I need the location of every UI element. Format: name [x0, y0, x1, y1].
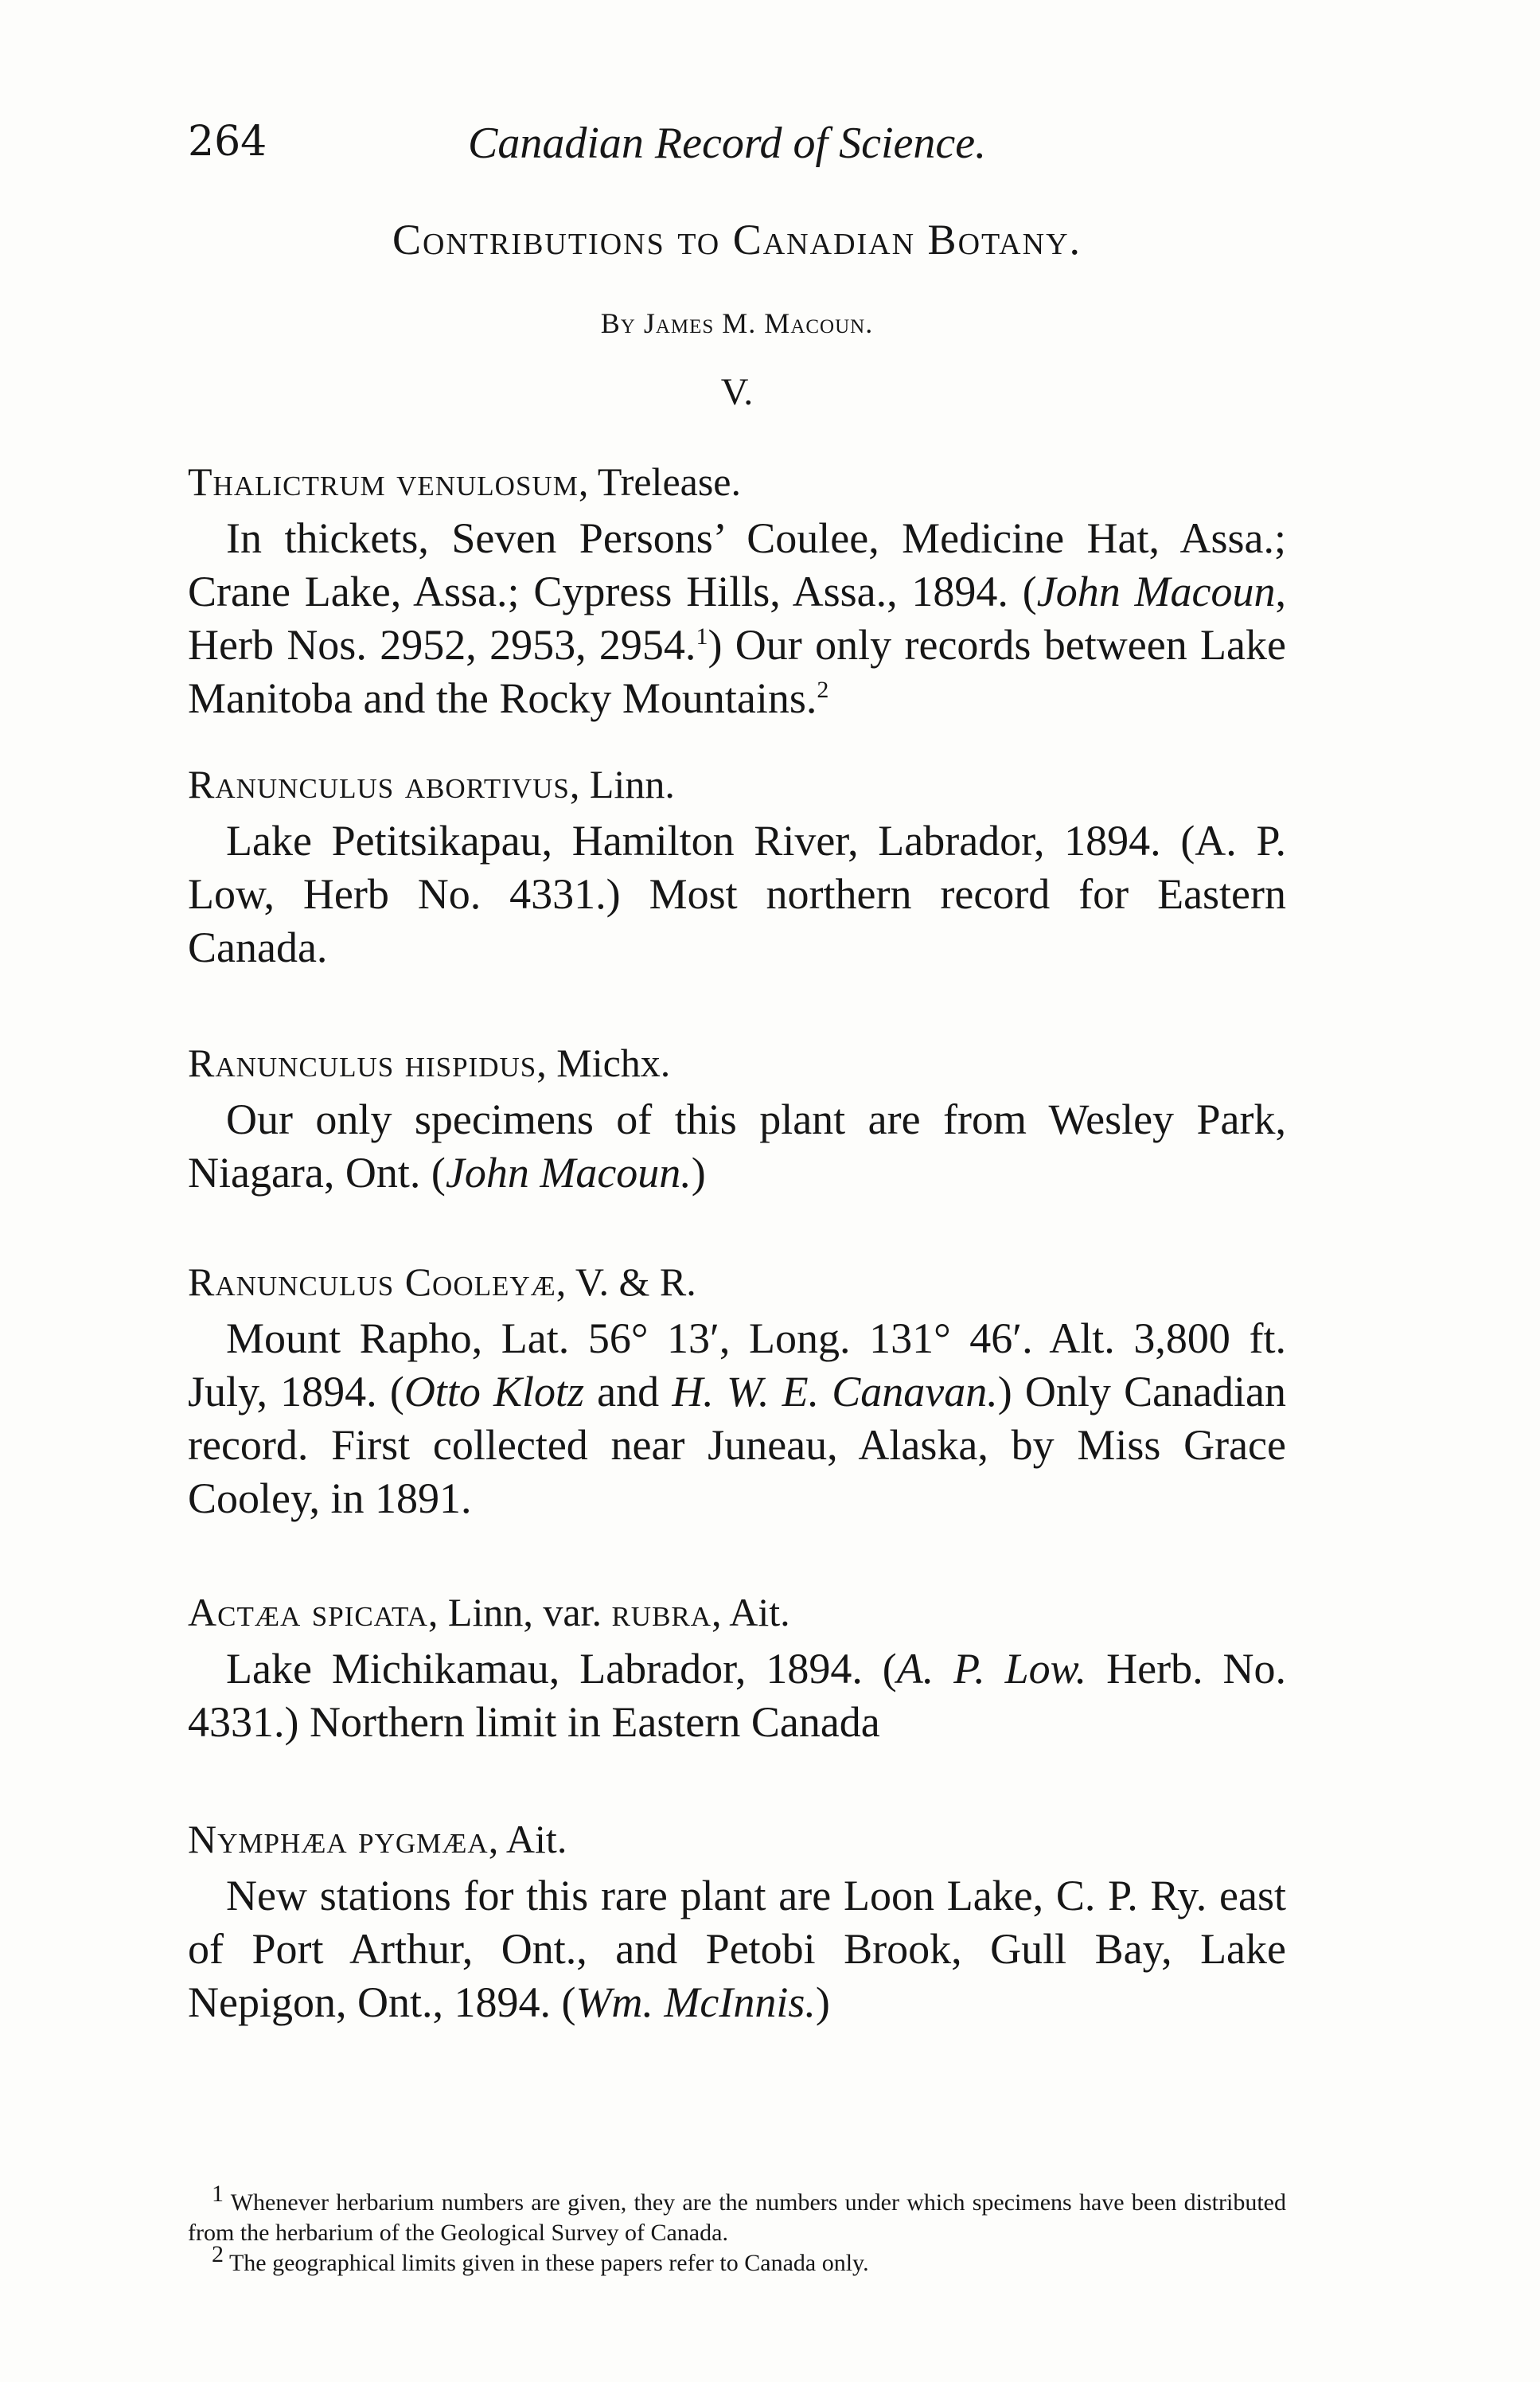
collector-name: H. W. E. Canavan.: [672, 1368, 998, 1416]
text-segment: and: [584, 1368, 673, 1416]
footnote-text: Whenever herbarium numbers are given, they are the numbers under which specimens have been distributed from the herbarium of the Geological Survey of Canada.: [188, 2189, 1286, 2246]
text-segment: ) Only Canadian record. First collected near Juneau, Alaska, by Miss Grace Cooley, in 1891.: [188, 1368, 1287, 1522]
footnote-marker: 1: [212, 2181, 224, 2207]
species-description: [188, 1869, 1286, 2029]
collector-name: John Macoun.: [445, 1149, 692, 1197]
species-heading: [188, 458, 1286, 506]
species-entry: [188, 1039, 1286, 1200]
footnote: [188, 2241, 1286, 2279]
species-description: Lake Petitsikapau, Hamilton River, Labrador, 1894. (A. P. Low, Herb No. 4331.) Most northern record for Eastern Canada.: [188, 817, 1286, 971]
species-entry: [188, 1815, 1286, 2029]
variety-name: rubra: [611, 1590, 712, 1634]
species-description: [188, 1642, 1286, 1749]
species-description: [188, 1093, 1286, 1200]
footnote-ref: 2: [817, 677, 829, 703]
variety-authority: , Ait.: [712, 1590, 790, 1634]
footnote-ref: 1: [696, 623, 708, 650]
species-entry: [188, 1258, 1286, 1525]
species-authority: , Trelease.: [578, 459, 741, 504]
species-heading: [188, 1039, 1286, 1087]
species-entry: [188, 760, 1286, 974]
species-name: Thalictrum venulosum: [188, 459, 579, 504]
species-name: Ranunculus hispidus: [188, 1041, 537, 1085]
page-header: [188, 118, 1286, 174]
collector-name: John Macoun: [1036, 568, 1276, 615]
footnote-text: The geographical limits given in these papers refer to Canada only.: [228, 2250, 869, 2276]
species-name: Ranunculus abortivus: [188, 762, 570, 806]
text-segment: New stations for this rare plant are Loon Lake, C. P. Ry. east of Port Arthur, Ont., and Petobi Brook, Gull Bay, Lake Nepigon, Ont., 1894. (: [188, 1872, 1286, 2026]
species-heading: [188, 1258, 1286, 1306]
species-authority: , Linn, var.: [427, 1590, 612, 1634]
collector-name: A. P. Low.: [896, 1645, 1087, 1693]
species-authority: , Ait.: [488, 1817, 567, 1861]
running-title: Canadian Record of Science.: [468, 119, 987, 168]
collector-name: Wm. McInnis.: [575, 1978, 816, 2026]
footnote: [188, 2181, 1286, 2248]
text-segment: Herb. No. 4331.) Northern limit in Eastern Canada: [188, 1645, 1286, 1746]
text-segment: Mount Rapho, Lat. 56° 13′, Long. 131° 46′. Alt. 3,800 ft. July, 1894. (: [188, 1314, 1286, 1416]
species-description: [188, 512, 1286, 725]
species-entry: [188, 1588, 1286, 1749]
text-segment: ): [691, 1149, 706, 1197]
text-segment: , Herb Nos. 2952, 2953, 2954.: [188, 568, 1287, 669]
section-numeral: V.: [720, 371, 754, 413]
species-description: [188, 1312, 1286, 1525]
species-name: Actæa spicata: [188, 1590, 428, 1634]
species-heading: [188, 760, 1286, 808]
species-heading: [188, 1588, 1286, 1636]
footnotes: [188, 2181, 1286, 2279]
text-segment: ): [815, 1978, 830, 2026]
collector-name: Otto Klotz: [404, 1368, 585, 1416]
species-name: Ranunculus Cooleyæ: [188, 1259, 556, 1304]
text-segment: Lake Michikamau, Labrador, 1894. (: [226, 1645, 897, 1693]
text-segment: In thickets, Seven Persons’ Coulee, Medicine Hat, Assa.; Crane Lake, Assa.; Cypress Hills, Assa., 1894. (: [188, 514, 1286, 615]
text-segment: ) Our only records between Lake Manitoba and the Rocky Mountains.: [188, 621, 1286, 722]
species-authority: , Michx.: [536, 1041, 671, 1085]
text-segment: Our only specimens of this plant are from Wesley Park, Niagara, Ont. (: [188, 1095, 1286, 1197]
species-heading: [188, 1815, 1286, 1863]
species-authority: , V. & R.: [556, 1259, 696, 1304]
article-byline: By James M. Macoun.: [600, 307, 874, 339]
page-number: 264: [188, 118, 267, 166]
article-title: Contributions to Canadian Botany.: [392, 216, 1082, 264]
species-name: Nymphæa pygmæa: [188, 1817, 489, 1861]
species-authority: , Linn.: [569, 762, 675, 806]
species-entry: [188, 458, 1286, 725]
footnote-marker: 2: [212, 2241, 224, 2267]
